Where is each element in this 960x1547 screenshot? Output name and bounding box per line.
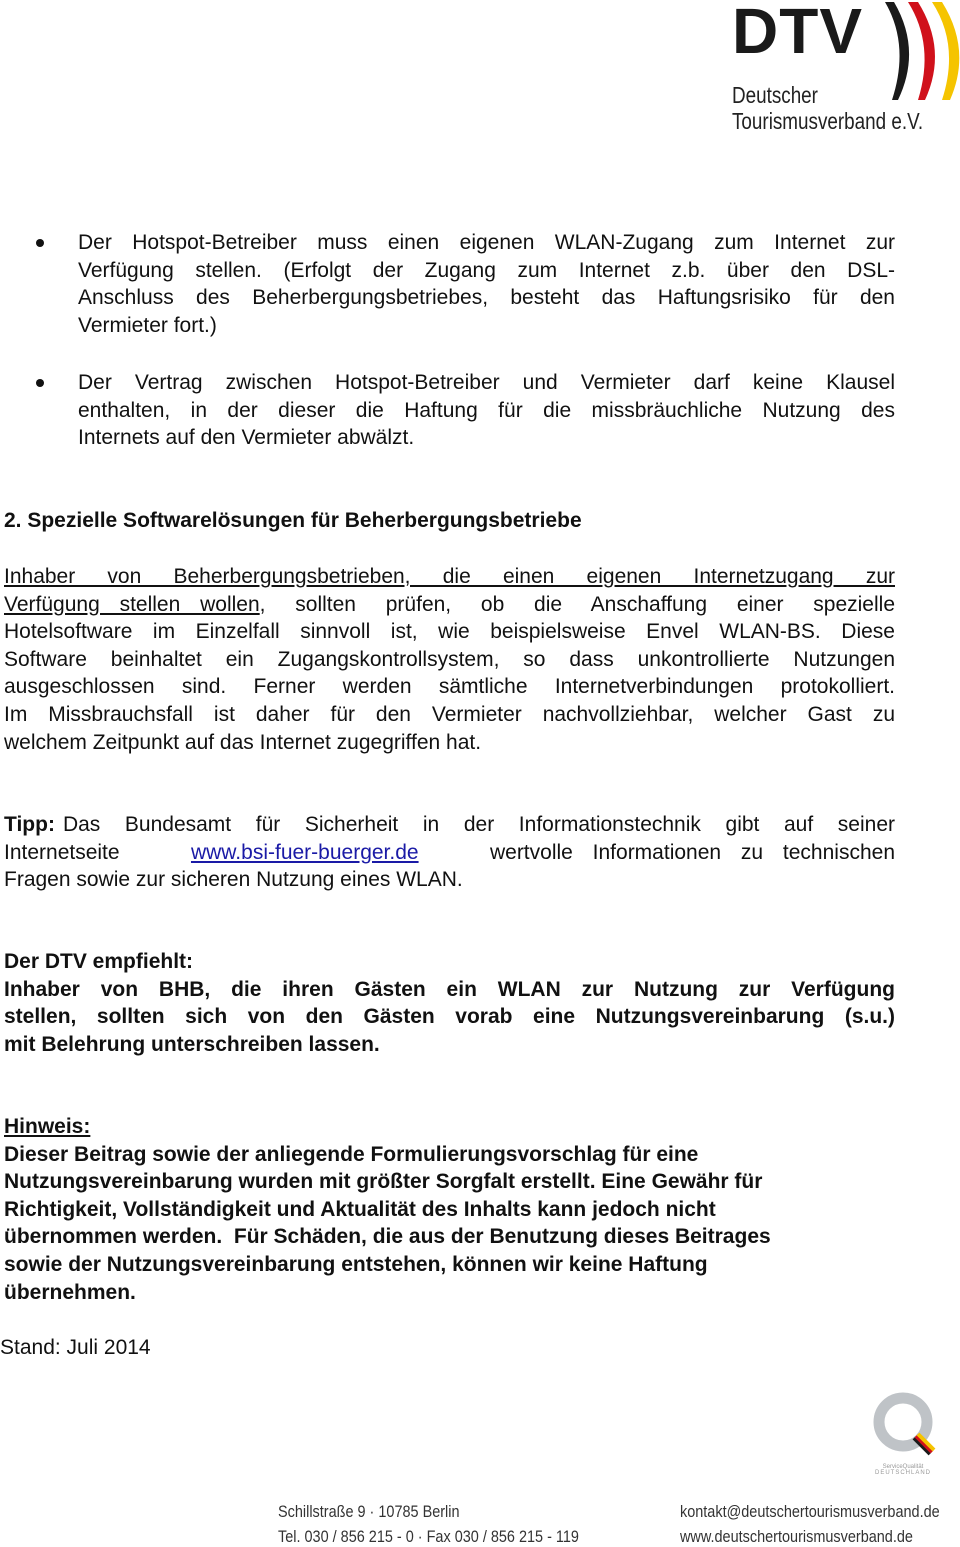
badge-line2: DEUTSCHLAND <box>874 1470 931 1476</box>
footer-email[interactable]: kontakt@deutschertourismusverband.de <box>680 1502 940 1521</box>
text-line: stellen, sollten sich von den Gästen vorab eine Nutzungsvereinbarung (s.u.) <box>4 1005 895 1029</box>
disclaimer-title: Hinweis: <box>4 1115 91 1138</box>
section-heading: 2. Spezielle Softwarelösungen für Beherbergungsbetriebe <box>4 509 582 532</box>
bullet-icon <box>36 379 44 387</box>
text-line: Internets auf den Vermieter abwälzt. <box>78 426 415 450</box>
badge-line1: ServiceQualität <box>882 1464 924 1470</box>
text-line: Anschluss des Beherbergungsbetriebes, besteht das Haftungsrisiko für den <box>78 286 895 310</box>
text-line: Inhaber von Beherbergungsbetrieben, die einen eigenen Internetzugang zur <box>4 565 895 588</box>
text: Das Bundesamt für Sicherheit in der Informationstechnik gibt auf seiner <box>62 813 895 836</box>
logo-line1: Deutscher <box>732 82 818 108</box>
text-line: Inhaber von BHB, die ihren Gästen ein WLAN zur Nutzung zur Verfügung <box>4 977 895 1001</box>
text: wertvolle Informationen zu technischen <box>489 840 895 864</box>
text-line: übernehmen. <box>4 1280 136 1304</box>
text-line: Der Hotspot-Betreiber muss einen eigenen WLAN-Zugang zum Internet zur <box>78 231 895 254</box>
tip-paragraph <box>4 811 895 894</box>
text-line: Im Missbrauchsfall ist daher für den Vermieter nachvollziehbar, welcher Gast zu <box>4 702 895 726</box>
bullet-item-2 <box>78 369 895 452</box>
date-stamp: Stand: Juli 2014 <box>0 1336 151 1359</box>
bullet-item-1 <box>78 229 895 339</box>
tip-label: Tipp: <box>4 813 55 836</box>
text-line: ausgeschlossen sind. Ferner werden sämtliche Internetverbindungen protokolliert. <box>4 675 895 699</box>
text-line: Dieser Beitrag sowie der anliegende Formulierungsvorschlag für eine <box>4 1142 699 1166</box>
text-line: Hotelsoftware im Einzelfall sinnvoll ist, wie beispielsweise Envel WLAN-BS. Diese <box>4 620 895 644</box>
footer-website[interactable]: www.deutschertourismusverband.de <box>680 1527 913 1546</box>
text: , sollten prüfen, ob die Anschaffung einer spezielle <box>259 592 895 616</box>
quality-q-icon <box>868 1388 938 1458</box>
disclaimer <box>4 1113 895 1306</box>
text-line: Verfügung stellen. (Erfolgt der Zugang zum Internet z.b. über den DSL- <box>78 258 895 282</box>
text-line: Vermieter fort.) <box>78 313 217 337</box>
text-line: Der Vertrag zwischen Hotspot-Betreiber und Vermieter darf keine Klausel <box>78 371 895 394</box>
text-line: enthalten, in der dieser die Haftung für die missbräuchliche Nutzung des <box>78 398 895 422</box>
logo-abbr: DTV <box>732 0 863 67</box>
bsi-link[interactable]: www.bsi-fuer-buerger.de <box>190 840 419 864</box>
logo-line2: Tourismusverband e.V. <box>732 108 924 134</box>
section2-paragraph <box>4 563 895 756</box>
text-line: Software beinhaltet ein Zugangskontrollsystem, so dass unkontrollierte Nutzungen <box>4 647 895 671</box>
text-line: mit Belehrung unterschreiben lassen. <box>4 1032 380 1056</box>
bullet-icon <box>36 239 44 247</box>
footer-phone: Tel. 030 / 856 215 - 0 · Fax 030 / 856 215 - 119 <box>278 1527 579 1546</box>
text-line: Nutzungsvereinbarung wurden mit größter Sorgfalt erstellt. Eine Gewähr für <box>4 1170 763 1194</box>
text: Internetseite <box>4 840 120 864</box>
text-line: welchem Zeitpunkt auf das Internet zugegriffen hat. <box>4 730 482 754</box>
footer-address: Schillstraße 9 · 10785 Berlin <box>278 1502 460 1521</box>
underlined-text: Verfügung stellen wollen <box>4 592 260 616</box>
text-line: sowie der Nutzungsvereinbarung entstehen, können wir keine Haftung <box>4 1252 708 1276</box>
dtv-logo <box>730 0 960 140</box>
text-line <box>4 811 895 839</box>
text-line: Fragen sowie zur sicheren Nutzung eines WLAN. <box>4 868 463 892</box>
german-flag-chevrons-icon <box>880 0 960 105</box>
recommendation-title: Der DTV empfiehlt: <box>4 950 194 973</box>
text-line <box>4 591 895 619</box>
text-line: Richtigkeit, Vollständigkeit und Aktualität des Inhalts kann jedoch nicht <box>4 1197 716 1221</box>
recommendation <box>4 948 895 1058</box>
text-line: übernommen werden. Für Schäden, die aus der Benutzung dieses Beitrages <box>4 1225 771 1249</box>
text-line <box>4 839 895 867</box>
service-quality-badge <box>868 1388 938 1483</box>
